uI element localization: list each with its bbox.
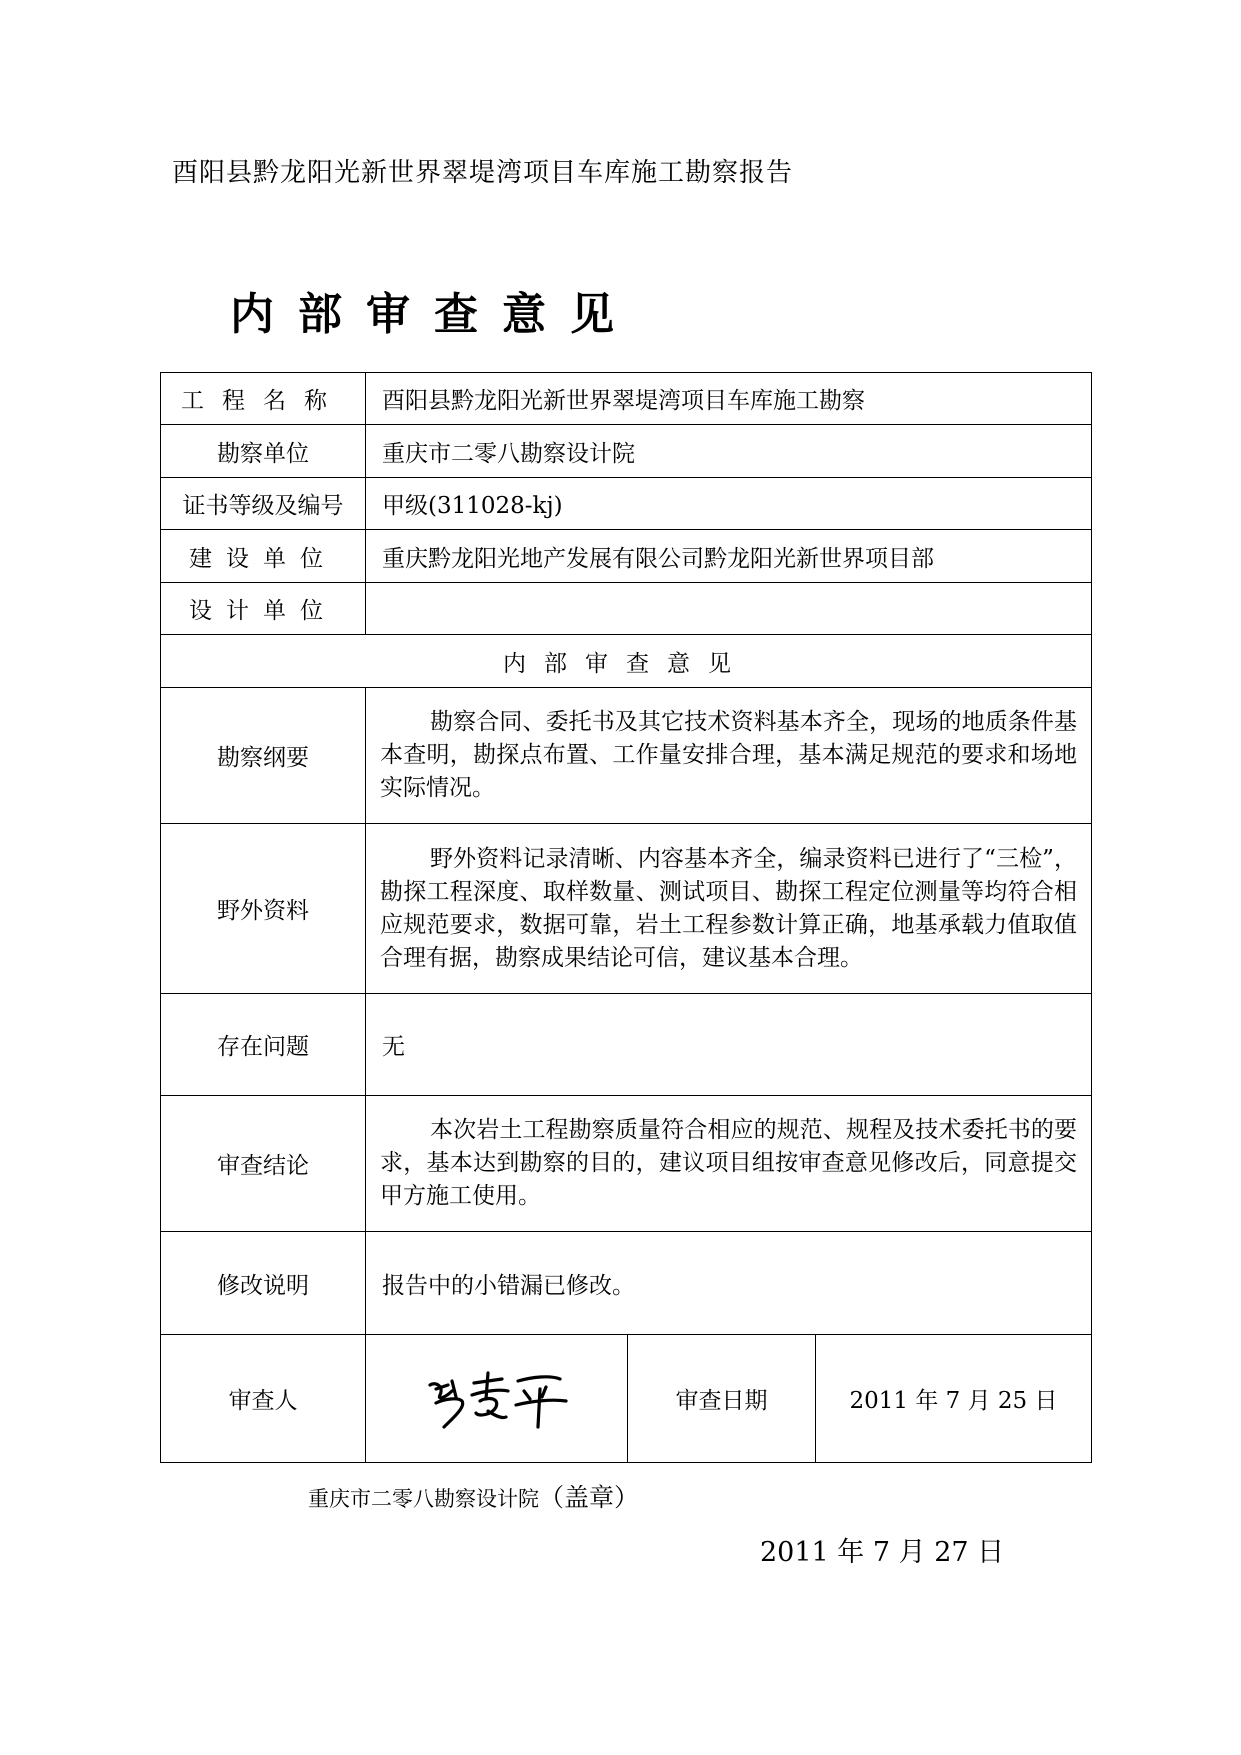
row-project-name (161, 373, 1092, 425)
value-client-unit: 重庆黔龙阳光地产发展有限公司黔龙阳光新世界项目部 (366, 530, 1092, 583)
row-field-data (161, 824, 1092, 994)
document-title: 酉阳县黔龙阳光新世界翠堤湾项目车库施工勘察报告 (172, 158, 794, 188)
row-revision (161, 1232, 1092, 1335)
value-survey-unit: 重庆市二零八勘察设计院 (366, 425, 1092, 478)
final-date: 2011 年 7 月 27 日 (760, 1537, 1005, 1568)
label-project-name: 工程名称 (161, 373, 366, 425)
label-conclusion: 审查结论 (161, 1096, 366, 1232)
value-design-unit (366, 583, 1092, 635)
value-certificate: 甲级(311028-kj) (366, 478, 1092, 530)
stamp-line (308, 1478, 639, 1514)
label-field-data: 野外资料 (161, 824, 366, 994)
row-outline (161, 688, 1092, 824)
row-survey-unit (161, 425, 1092, 478)
row-conclusion (161, 1096, 1092, 1232)
text-field-data: 野外资料记录清晰、内容基本齐全，编录资料已进行了“三检”，勘探工程深度、取样数量、测试项目、勘探工程定位测量等均符合相应规范要求，数据可靠，岩土工程参数计算正确，地基承载力值取值合理有据，勘察成果结论可信，建议基本合理。 (366, 824, 1092, 994)
section-title: 内部审查意见 (161, 635, 1092, 688)
text-conclusion: 本次岩土工程勘察质量符合相应的规范、规程及技术委托书的要求，基本达到勘察的目的，建议项目组按审查意见修改后，同意提交甲方施工使用。 (366, 1096, 1092, 1232)
row-design-unit (161, 583, 1092, 635)
row-issues (161, 994, 1092, 1096)
value-project-name: 酉阳县黔龙阳光新世界翠堤湾项目车库施工勘察 (366, 373, 1092, 425)
label-survey-unit: 勘察单位 (161, 425, 366, 478)
review-form-table (160, 372, 1092, 1463)
page-heading: 内部审查意见 (230, 289, 638, 340)
text-issues: 无 (366, 994, 1092, 1096)
row-reviewer (161, 1335, 1092, 1463)
label-outline: 勘察纲要 (161, 688, 366, 824)
label-review-date: 审查日期 (628, 1335, 816, 1463)
text-outline: 勘察合同、委托书及其它技术资料基本齐全，现场的地质条件基本查明，勘探点布置、工作量安排合理，基本满足规范的要求和场地实际情况。 (366, 688, 1092, 824)
stamp-organization: 重庆市二零八勘察设计院 (308, 1487, 539, 1511)
text-revision: 报告中的小错漏已修改。 (366, 1232, 1092, 1335)
row-certificate (161, 478, 1092, 530)
stamp-seal-note: （盖章） (539, 1483, 640, 1512)
label-revision: 修改说明 (161, 1232, 366, 1335)
handwritten-signature (422, 1367, 572, 1431)
value-review-date: 2011 年 7 月 25 日 (816, 1335, 1092, 1463)
row-section-title (161, 635, 1092, 688)
label-certificate: 证书等级及编号 (161, 478, 366, 530)
label-client-unit: 建设单位 (161, 530, 366, 583)
label-reviewer: 审查人 (161, 1335, 366, 1463)
label-issues: 存在问题 (161, 994, 366, 1096)
row-client-unit (161, 530, 1092, 583)
label-design-unit: 设计单位 (161, 583, 366, 635)
reviewer-signature (366, 1335, 628, 1463)
